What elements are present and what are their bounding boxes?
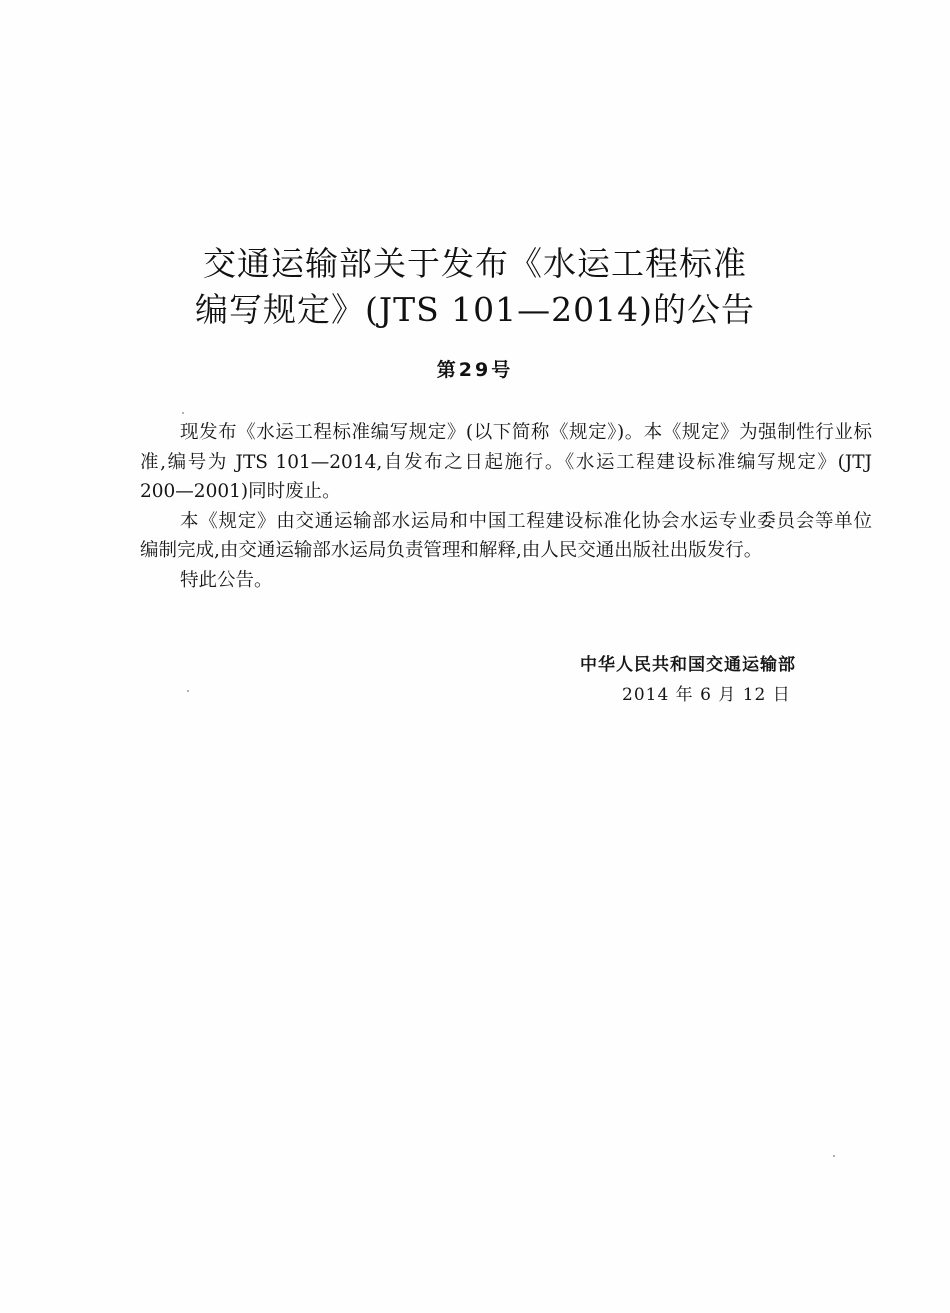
announcement-number: 第29号 [436,359,514,381]
announcement-title-line-2: 编写规定》(JTS 101—2014)的公告 [194,290,756,329]
body-text-line: 本《规定》由交通运输部水运局和中国工程建设标准化协会水运专业委员会等单位 [180,511,872,532]
issue-date: 2014 年 6 月 12 日 [622,685,791,705]
scan-speck [833,1155,835,1157]
scan-speck [182,412,184,414]
scan-speck [187,690,189,692]
announcement-title-line-1: 交通运输部关于发布《水运工程标准 [203,244,747,283]
closing-text: 特此公告。 [180,570,273,591]
body-text-line: 准,编号为 JTS 101—2014,自发布之日起施行。《水运工程建设标准编写规定》(JTJ [140,452,872,473]
body-text-line: 编制完成,由交通运输部水运局负责管理和解释,由人民交通出版社出版发行。 [140,540,763,561]
issuer-name: 中华人民共和国交通运输部 [580,655,796,675]
body-text-line: 现发布《水运工程标准编写规定》(以下简称《规定》)。本《规定》为强制性行业标 [180,422,872,443]
body-text-line: 200—2001)同时废止。 [140,481,341,502]
